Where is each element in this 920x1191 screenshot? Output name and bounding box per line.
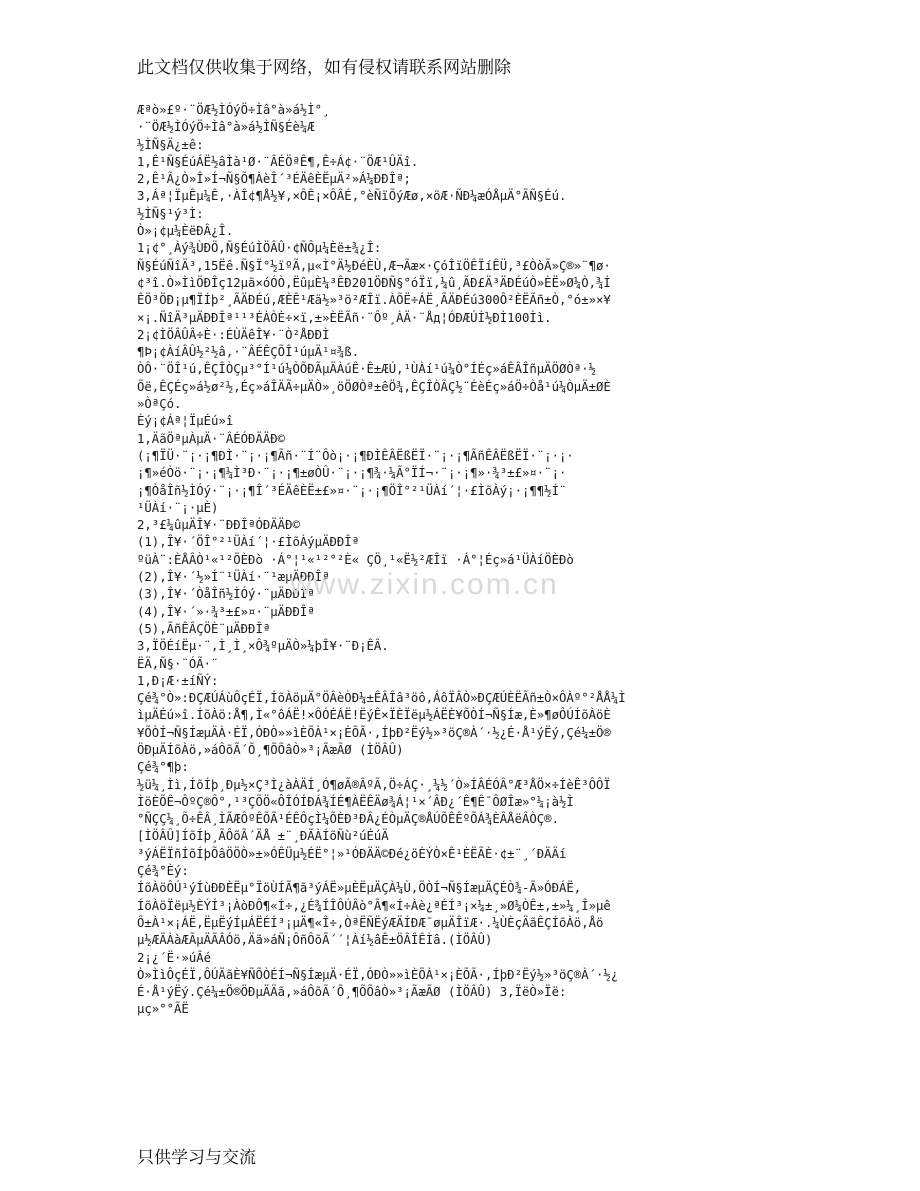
text-line: ºüÀ¨:ÈÅÂÒ¹«¹²ÖÈÐò ·Á°¦¹«¹²°²È« ÇÖ¸¹«Ë½²ÆÎï ·Á°¦Éç»á¹ÜÀíÖÈÐò: [137, 552, 574, 567]
text-line: 1¡¢°¸Àý¾ÙÐÖ,Ñ§ÉúÌÖÂÛ·¢ÑÔµ¼Èë±¾¿Î:: [137, 241, 382, 256]
text-line: (2),Î¥·´½»Í¨¹ÜÀí·¨¹æµÄÐÐÎª: [137, 570, 330, 585]
text-line: (5),ÃñÊÂÇÖÈ¨µÄÐÐÎª: [137, 621, 271, 636]
text-line: ¥ÕÒÍ¬Ñ§ÍæµÄÀ·ÉÏ,ÓÐÒ»»ìÈÕÀ¹×¡ÈÕÃ·,ÍþÐ²Ëý½»³öÇ®À´·½¿É·Å¹ýËý,Çé¼±Ö®: [137, 725, 611, 740]
text-line: 2,³£¼ûµÄÎ¥·¨ÐÐÎªÓÐÄÄÐ©: [137, 518, 300, 533]
text-line: Çé¾°¶þ:: [137, 760, 189, 775]
text-line: ½ÌÑ§¹ý³Ì:: [137, 206, 204, 221]
text-line: Çé¾°Ò»:ÐÇÆÚÁùÔçÉÏ,ÍõÀöµÄ°ÖÂèÒÐ¼±ÊÂÎâ³öô,ÁôÏÂÒ»ÐÇÆÚÈËÃñ±Ò×ÔÀº°²ÅÅ¼Ì: [137, 691, 626, 706]
text-line: µ½ÆÄÀàÆÃµÄÃÂÓö,Äã»áÑ¡ÔñÔõÃ´´¦Àí½âÊ±ÖÂÎÊÌâ.(ÌÖÂÛ): [137, 933, 493, 948]
text-line: ÌöÈÕÊ¬ÔºÇ®Ô°,¹³ÇÕÖ«ÔÎÓÍÐÁ¾ÍÉ¶ÀËÊÄø¾Á¦¹×´ÂÐ¿´Ê¶Ê¯ÔØÎæ»°¼¡à½Ì: [137, 794, 574, 809]
page-header: 此文档仅供收集于网络，如有侵权请联系网站删除: [137, 58, 511, 78]
text-line: ÍõÀöÏëµ½ÈÝÍ³¡ÀòÐÔ¶«Í÷,¿É¾ÍÎÔÚÂò°Ã¶«Í÷Àè¿ªÉÍ³¡×¼±¸»Ø¼ÒÊ±,±»¼¸Î»µê: [137, 898, 611, 913]
text-line: ¡¶ÒåÎñ½ÌÓý·¨¡·¡¶Î´³ÉÄêÈË±£»¤·¨¡·¡¶ÖÎ°²¹ÜÀí´¦·£ÌõÀý¡·¡¶¶½Í¨: [137, 483, 567, 498]
text-line: 2¡¿´Ë·»úÂé: [137, 950, 212, 965]
text-line: 3,ÏÖÉíËµ·¨,Ì¸Ì¸×Ô¾ºµÄÒ»¼þÎ¥·¨Ð¡ÊÂ.: [137, 639, 389, 654]
text-line: 2,Ê¹Ã¿Ò»Î»Í¬Ñ§Õ¶ÀèÎ´³ÉÄêÈËµÄ²»Á¼ÐÐÎª;: [137, 172, 411, 187]
text-line: Çé¾°Èý:: [137, 864, 189, 879]
text-line: Ô±À¹×¡ÁË,ËµËýÍµÁËÉÍ³¡µÄ¶«Î÷,ÒªËÑËýÆÄÍÐÆ¯øµÄÎïÆ·.¼ÙÈçÄãÊÇÍõÀö,Åö: [137, 915, 604, 930]
text-line: É·Å¹ýËý.Çé¼±Ö®ÖÐµÄÄã,»áÔõÃ´Õ¸¶ÕÕâÒ»³¡ÃæÃØ (ÌÖÂÛ) 3,ÏëÒ»Ïë:: [137, 985, 567, 1000]
text-line: 1,Ð¡Æ·±íÑÝ:: [137, 673, 219, 688]
text-line: Æªò»£º·¨ÖÆ½ÌÓýÖ÷Ìâ°à»á½Ì°¸: [137, 103, 330, 117]
text-line: Ñ§ÉúÑîÄ³,15Ëê.Ñ§Ï°½ïºÃ,µ«Ì°Ä½ÐéÈÙ,Æ¬Ãæ×·ÇóÎïÖÊÏíÊÜ,³£ÒòÃ»Ç®»¨¶ø·: [137, 258, 611, 273]
watermark: www.zixin.com.cn: [290, 568, 559, 601]
text-line: 1,Ê¹Ñ§ÉúÁË½âÌà¹Ø·¨ÂÉÖªÊ¶,Ê÷Á¢·¨ÖÆ¹ÛÄî.: [137, 154, 419, 169]
text-line: °ÑÇÇ¼¸Õ÷ÊÂ¸ÌÃÆÔºÊÕÃ¹ÉÊÔçÌ¼ÕÈÐ³ÐÂ¿ÉÒµÄÇ®ÅÚÕÊÊºÕÁ¾ÈÂÅëÂÒÇ®.: [137, 812, 559, 827]
text-line: [ÌÖÂÛ]ÍõÍþ¸ÃÔõÃ´ÄÅ ±¨¸ÐÃÀÍõÑù²úÉúÄ: [137, 829, 389, 844]
text-line: ¡¶»éÒö·¨¡·¡¶¼Ì³Ð·¨¡·¡¶±øÒÛ·¨¡·¡¶¾·¼Ã°ÏÍ¬·¨¡·¡¶»·¾³±£»¤·¨¡·: [137, 466, 567, 481]
text-line: ½ÌÑ§Ä¿±ê:: [137, 137, 204, 152]
text-line: Ò»ÌìÔçÉÏ,ÔÚÄãÈ¥ÑÕÒÉÍ¬Ñ§ÍæµÄ·ÉÏ,ÓÐÒ»»ìÈÕÀ¹×¡ÈÕÃ·,ÍþÐ²Ëý½»³öÇ®À´·½¿: [137, 967, 619, 982]
text-line: (1),Î¥·´ÖÎ°²¹ÜÀí´¦·£ÌõÀýµÄÐÐÎª: [137, 535, 360, 550]
text-line: ÍõÀöÔÚ¹ýÍùÐÐÈËµ°ÏöÙÍÃ¶ã³ýÁË»µÈËµÄÇÀ¼Ù,ÕÒÍ¬Ñ§ÍæµÄÇÉÒ¾-Ã»ÓÐÁË,: [137, 881, 582, 896]
text-line: ÖÐµÄÍõÀö,»áÔõÃ´Õ¸¶ÕÕâÒ»³¡ÃæÃØ (ÌÖÂÛ): [137, 742, 404, 757]
text-line: ¹ÜÀí·¨¡·µÈ): [137, 500, 219, 515]
text-line: ÒÔ·¨ÖÎ¹ú,ÊÇÎÒÇµ³°Í¹ú¼ÒÕÐÃµÄÀúÊ·Ê±ÆÚ,¹ÙÀí¹ú¼Ò°ÍÉç»áÊÂÎñµÄÖØÒª·½: [137, 362, 597, 377]
text-line: ×¡.ÑîÄ³µÄÐÐÎª¹¹³ÉÀÒÈ÷×ï,±»ÈËÃñ·¨Ôº¸ÀÄ·¨Åд¦ÓÐÆÚÍ½ÐÌ100Ìì.: [137, 310, 552, 325]
text-line: »ÒªÇó.: [137, 397, 182, 412]
text-line: 2¡¢ÌÖÂÛÂ÷È·:ÉÙÄêÎ¥·¨Ò²ÅÐÐÌ: [137, 327, 330, 342]
text-line: ½ü¼¸Ìì,ÍõÍþ¸Ðµ½×Ç³Ì¿àÀÄÍ¸Ó¶øÃ®ÂºÃ,Ö÷ÁÇ·¸¼½´Ò»ÍÂÉÓÂ°Æ³ÅÖ×÷ÍèÊ³ÔÔÏ: [137, 777, 611, 792]
text-line: Ò»¡¢µ¼ÈëÐÂ¿Î.: [137, 224, 234, 239]
text-line: µç»°°ÃË: [137, 1002, 189, 1017]
text-line: (3),Î¥·´ÒåÎñ½ÌÓý·¨µÄÐÐÎª: [137, 587, 315, 602]
text-line: 1,ÄãÖªµÀµÄ·¨ÂÉÓÐÄÄÐ©: [137, 431, 286, 446]
text-line: Èý¡¢Áª¦ÏµÉú»î: [137, 414, 234, 429]
text-line: (4),Î¥·´»·¾³±£»¤·¨µÄÐÐÎª: [137, 604, 315, 619]
text-line: (¡¶ÏÜ·¨¡·¡¶ÐÌ·¨¡·¡¶Ãñ·¨Í¨Ôò¡·¡¶ÐÌÊÂËßËÏ·¨¡·¡¶ÃñÊÂËßËÏ·¨¡·¡·: [137, 448, 574, 463]
text-line: ³ýÁËÏñÍõÍþÕâÖÖÒ»±»ÓÊÜµ½ÉË°¦»¹ÓÐÄÄ©Ðé¿öÈÝÒ×Ê¹ÈËÃÈ·¢±¨¸´ÐÄÄí: [137, 846, 567, 861]
text-line: ·¨ÖÆ½ÌÓýÖ÷Ìâ°à»á½ÌÑ§Éè¼Æ: [137, 120, 315, 135]
text-line: 3,Áª¦ÏµÊµ¼Ê,·ÀÎ¢¶Å½¥,×ÔÊ¡×ÔÂÉ,°èÑïÕýÆø,×öÆ·ÑÐ¼æÓÅµÄ°ÃÑ§Éú.: [137, 189, 567, 204]
text-line: ìµÄÉú»î.ÍõÀö:Å¶,Ì«°ôÁË!×ÔÓÉÁË!ËýÊ×ÏÈÏëµ½ÁËÈ¥ÕÒÍ¬Ñ§Íæ,È»¶øÔÚÍõÀöÈ: [137, 708, 611, 723]
text-line: Õë,ÊÇÉç»á½ø²½,Éç»áÎÄÃ÷µÄÒ»¸öÖØÒª±êÖ¾,ÊÇÎÒÃÇ½¨ÉèÉç»áÖ÷Òå¹ú¼ÒµÄ±ØÈ: [137, 379, 611, 394]
text-line: ¶Þ¡¢ÀíÂÛ½²½â,·¨ÂÉÊÇÕÎ¹úµÄ¹¤¾ß.: [137, 345, 360, 360]
text-line: ¢³î.Ò»ÌìÖÐÎç12µã×óÓÒ,ËûµÈ¼³ÊÐ201ÖÐÑ§°óÏï,¼û¸ÃÐ£Ä³ÄÐÉúÒ»ÈË»Ø¼Ò,¾Í: [137, 275, 611, 290]
text-line: ÊÖ³ÖÐ¡µ¶ÏÍþ²¸ÃÄÐÉú,ÆÈÊ¹Æä½»³ö²ÆÎï.ÀÕË÷ÁË¸ÃÄÐÉú300Ô²ÈËÃñ±Ò,°ó±»×¥: [137, 293, 611, 308]
body-text: [137, 102, 797, 1019]
text-line: ËÄ,Ñ§·¨ÓÃ·¨: [137, 656, 219, 671]
page-footer: 只供学习与交流: [137, 1148, 256, 1168]
